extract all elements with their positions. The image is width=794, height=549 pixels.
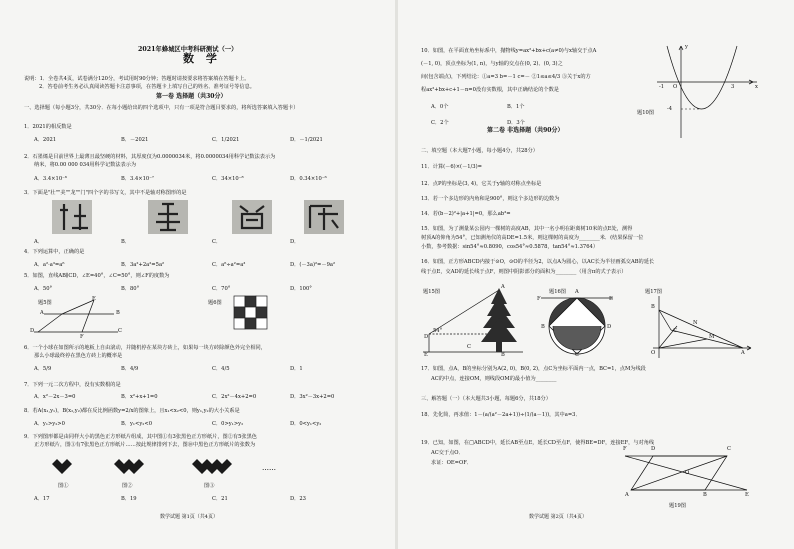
fig15-point-d: D xyxy=(424,334,429,340)
q6-option-a: A．5/9 xyxy=(34,366,52,372)
q7-option-d: D．3x²－3x+2=0 xyxy=(290,394,335,400)
fig19-point-c: C xyxy=(727,446,731,452)
fig5-diagram xyxy=(32,296,122,340)
q3-option-d: D． xyxy=(290,239,300,245)
part2-title: 第二卷 非选择题（共90分） xyxy=(487,127,564,134)
fig5-point-c: C xyxy=(118,328,122,334)
fig19-point-b: B xyxy=(703,492,707,498)
q5-option-a: A．50° xyxy=(34,286,53,292)
q1-option-d: D．－1/2021 xyxy=(290,137,323,143)
q4-option-d: D．(－3a)²=－9a² xyxy=(290,262,336,268)
fig17-label: 题17图 xyxy=(645,289,662,295)
q10-line-3: 间(包含端点)，下列结论：①a=3 b=－1 c=－ ②1≤a≤4/3 ③关于x的方 xyxy=(421,74,591,80)
fig17-point-c: C xyxy=(673,328,677,334)
right-footer: 数学试题 第2页（共4页） xyxy=(529,514,587,520)
fig17-point-m: M xyxy=(709,334,715,340)
fig19-label: 题19图 xyxy=(669,503,686,509)
q7-stem: 7．下列一元二次方程中，没有实数根的是 xyxy=(24,382,121,388)
left-footer: 数学试题 第1页（共4页） xyxy=(160,514,218,520)
q7-option-a: A．x²－2x－3=0 xyxy=(34,394,76,400)
q10-line-2: (－1, 0)，顶点坐标为(1, n)，与y轴的交点在(0, 2)、(0, 3)之 xyxy=(421,61,563,67)
q6-stem: 6．一个小球在如图所示的地板上自由滚动，并随机停在某块方砖上，如果每一块方砖除颜色外完全相同， xyxy=(24,345,266,351)
q3-tile-b xyxy=(148,200,188,234)
fig10-y-axis-label: y xyxy=(685,44,688,50)
q9-pattern-figures xyxy=(44,452,324,486)
fig10-origin-label: O xyxy=(673,84,678,90)
fig16-point-c: C xyxy=(575,352,579,358)
q8-option-a: A．y₁>y₂>0 xyxy=(34,421,65,427)
fig10-label: 题10图 xyxy=(637,110,654,116)
q18: 18．先化简，再求值：1－(a/(a²－2a+1))÷(1/(a－1))，其中a=3． xyxy=(421,412,581,418)
fig19-point-a: A xyxy=(625,492,629,498)
fig16-point-a: A xyxy=(575,289,579,295)
q15-line-3: 小数，参考数据：sin54°≈0.8090，cos54°≈0.5878，tan54°≈1.3764） xyxy=(421,244,599,250)
fig19-point-o: O xyxy=(685,470,690,476)
fig15-tree-diagram xyxy=(423,286,529,358)
q10-option-a: A．0个 xyxy=(431,104,449,110)
q5-option-b: B．80° xyxy=(121,286,140,292)
q6-option-b: B．4/9 xyxy=(121,366,139,372)
fig15-point-e: E xyxy=(424,352,428,358)
part1-title: 第一卷 选择题（共30分） xyxy=(156,93,227,100)
q12: 12．点P的坐标是(3, 4)，它关于y轴的对称点坐标是 xyxy=(421,181,542,187)
q1-option-b: B．－2021 xyxy=(121,137,149,143)
fig5-label: 题5图 xyxy=(38,300,52,306)
q14: 14．若(b－2)²+|a+1|=0，那么ab³= xyxy=(421,211,511,217)
fig10-x-intercept-right: 3 xyxy=(731,84,735,90)
q11: 11．计算(－6)×(－1/3)= xyxy=(421,164,482,170)
q1-option-c: C．1/2021 xyxy=(212,137,240,143)
q3-option-b: B． xyxy=(121,239,130,245)
fig16-label: 题16图 xyxy=(549,289,566,295)
fig15-label: 题15图 xyxy=(423,289,440,295)
q2-stem: 2．石墨烯是目前世界上最薄且最坚硬的材料，其厚度仅为0.0000034米，将0.0000034用科学记数法表示为 xyxy=(24,154,276,160)
q2-stem-2: 纳米，将0.00 000 034用科学记数法表示为 xyxy=(34,162,137,168)
q10-line-4: 程ax²+bx+c+1－n=0没有实数根，其中正确结论的个数是 xyxy=(421,87,559,93)
fig15-point-a: A xyxy=(501,284,505,290)
fig10-min-label: -4 xyxy=(667,106,673,112)
q5-stem: 5．如图，直线AB∥CD，∠E=40°，∠C=50°，则∠F的度数为 xyxy=(24,273,170,279)
q9-figure-3-label: 图③ xyxy=(204,483,215,489)
q5-option-c: C．70° xyxy=(212,286,231,292)
q5-option-d: D．100° xyxy=(290,286,312,292)
note-2: 2．答卷前考生务必认真阅读答题卡注意事项，在答题卡上填写自己的姓名、准考证号等信息。 xyxy=(39,84,255,90)
q10-option-b: B．1个 xyxy=(507,104,525,110)
fig16-circle-square-diagram xyxy=(539,292,615,356)
fig16-point-e: E xyxy=(609,296,613,302)
q10-option-c: C．2个 xyxy=(431,120,449,126)
fig6-label: 题6图 xyxy=(208,300,222,306)
q8-option-c: C．0>y₁>y₂ xyxy=(212,421,244,427)
q2-option-b: B．3.4×10⁻⁷ xyxy=(121,176,155,182)
fig5-point-a: A xyxy=(40,310,44,316)
subject-title: 数 学 xyxy=(183,52,221,65)
fig10-x-intercept-left: -1 xyxy=(659,84,665,90)
fig19-point-e: E xyxy=(745,492,749,498)
q19-line-1: 19．已知，如图，在□ABCD中，延长AB至点E，延长CD至点F，使得BE=DF，连接EF，与对角线 xyxy=(421,440,655,446)
q16-line-1: 16．如图，正方形ABCD内接于⊙O，⊙O的半径为2，以点A为圆心，以AC长为半径画弧交AB的延长 xyxy=(421,259,655,265)
svg-text:……: …… xyxy=(262,464,276,472)
fig5-point-e: E xyxy=(92,296,96,302)
fig17-point-n: N xyxy=(693,320,698,326)
q9-stem: 9．下列图形都是由同样大小的黑色正方形纸片组成，其中图①有3张黑色正方形纸片，图②有5张黑色 xyxy=(24,434,257,440)
q15-line-1: 15．如图，为了测量某公园内一棵树的高度AB，其中一名小明在距离树10米的点E处，测得 xyxy=(421,226,633,232)
section1-instruction: 一、选择题（每小题3分，共30分．在每小题给出的四个选项中，只有一项是符合题目要求的，将所选答案填入答题卡） xyxy=(24,105,299,111)
q9-option-b: B．19 xyxy=(121,496,137,502)
q9-option-c: C．21 xyxy=(212,496,228,502)
fig5-point-f: F xyxy=(80,334,84,340)
fig15-point-c: C xyxy=(467,344,471,350)
fig19-point-f: F xyxy=(623,446,627,452)
q10-option-d: D．3个 xyxy=(507,120,525,126)
q8-stem: 8．若A(x₁,y₁)，B(x₂,y₂)都在反比例函数y=2/x的图象上，且x₁<x₂<0，则y₁,y₂的大小关系是 xyxy=(24,408,240,414)
section3-instruction: 三、解答题（一）（本大题共3小题，每题6分，共18分） xyxy=(421,396,551,402)
section2-instruction: 二、填空题（本大题7小题，每小题4分，共28分） xyxy=(421,148,538,154)
q17-line-1: 17．如图，点A，B的坐标分别为A(2, 0)，B(0, 2)，点C为坐标平面内一点，BC=1，点M为线段 xyxy=(421,366,646,372)
q4-stem: 4．下列运算中，正确的是 xyxy=(24,249,85,255)
fig15-point-b: B xyxy=(501,352,505,358)
q9-option-d: D．23 xyxy=(290,496,306,502)
fig10-x-axis-label: x xyxy=(755,84,758,90)
fig5-point-d: D xyxy=(30,328,35,334)
q3-tile-c xyxy=(232,200,272,234)
q8-option-b: B．y₁<y₂<0 xyxy=(121,421,153,427)
fig16-point-d: D xyxy=(607,324,612,330)
q3-option-a: A． xyxy=(34,239,43,245)
q4-option-c: C．a⁶÷a²=a³ xyxy=(212,262,246,268)
q3-tile-a xyxy=(52,200,92,234)
q8-option-d: D．0<y₁<y₂ xyxy=(290,421,322,427)
q6-option-c: C．4/5 xyxy=(212,366,230,372)
fig16-point-b: B xyxy=(541,324,545,330)
right-page xyxy=(397,0,794,549)
q19-line-2: AC交于点O． xyxy=(431,450,464,456)
fig10-parabola-graph xyxy=(653,44,763,140)
q4-option-a: A．a²·a³=a⁶ xyxy=(34,262,65,268)
fig17-point-o: O xyxy=(651,350,656,356)
q16-line-2: 线于点E，交AD的延长线于点F，则图中阴影部分的面积为________（用含π的式子表示） xyxy=(421,269,627,275)
q19-line-3: 求证：OE=OF． xyxy=(431,460,472,466)
fig5-point-b: B xyxy=(116,310,120,316)
q6-option-d: D．1 xyxy=(290,366,303,372)
q3-stem: 3．下面是"壮""美""龙""门"四个字的书写文，其中不是轴对称图形的是 xyxy=(24,190,187,196)
q13: 13．若一个多边形的内角和是900°，则这个多边形的边数为 xyxy=(421,196,560,202)
exam-title: 2021年蜂城区中考科研测试（一） xyxy=(138,46,238,53)
q9-figure-2-label: 图② xyxy=(122,483,133,489)
q3-tile-d xyxy=(304,200,344,234)
q2-option-d: D．0.34×10⁻⁶ xyxy=(290,176,327,182)
fig19-point-d: D xyxy=(651,446,656,452)
q7-option-c: C．2x²－4x+2=0 xyxy=(212,394,257,400)
q6-stem-2: 那么小球最终停在黑色方砖上的概率是 xyxy=(34,353,123,359)
q4-option-b: B．3a²+2a²=5a² xyxy=(121,262,165,268)
fig15-angle: 54° xyxy=(433,328,443,334)
fig17-point-b: B xyxy=(651,304,655,310)
q10-line-1: 10．如图，在平面直角坐标系中，抛物线y=ax²+bx+c(a≠0)与x轴交于点A xyxy=(421,48,597,54)
q9-figure-1-label: 图① xyxy=(58,483,69,489)
fig16-point-f: F xyxy=(537,296,541,302)
q2-option-a: A．3.4×10⁻⁶ xyxy=(34,176,67,182)
note-1: 说明：1．全卷共4页，试卷满分120分，考试用时90分钟；答题时请按要求将答案填在答题卡上。 xyxy=(24,76,250,82)
q9-option-a: A．17 xyxy=(34,496,50,502)
fig17-point-a: A xyxy=(741,350,745,356)
q2-option-c: C．34×10⁻⁸ xyxy=(212,176,244,182)
q15-line-2: 树顶A的仰角为54°，已知测角仪的高DE=1.5米，则这棵树的高度为________米．(结果保留一位 xyxy=(421,235,644,241)
q17-line-2: AC的中点，连接OM，则线段OM的最小值为________ xyxy=(431,376,557,382)
q1-option-a: A．2021 xyxy=(34,137,57,143)
q9-stem-2: 正方形纸片，图③有7张黑色正方形纸片……按此规律排列下去，图⑩中黑色正方形纸片的张数为 xyxy=(34,442,256,448)
q3-option-c: C． xyxy=(212,239,222,245)
fig6-grid xyxy=(234,296,268,330)
q7-option-b: B．x²+x+1=0 xyxy=(121,394,158,400)
q1-stem: 1．2021的相反数是 xyxy=(24,124,72,130)
